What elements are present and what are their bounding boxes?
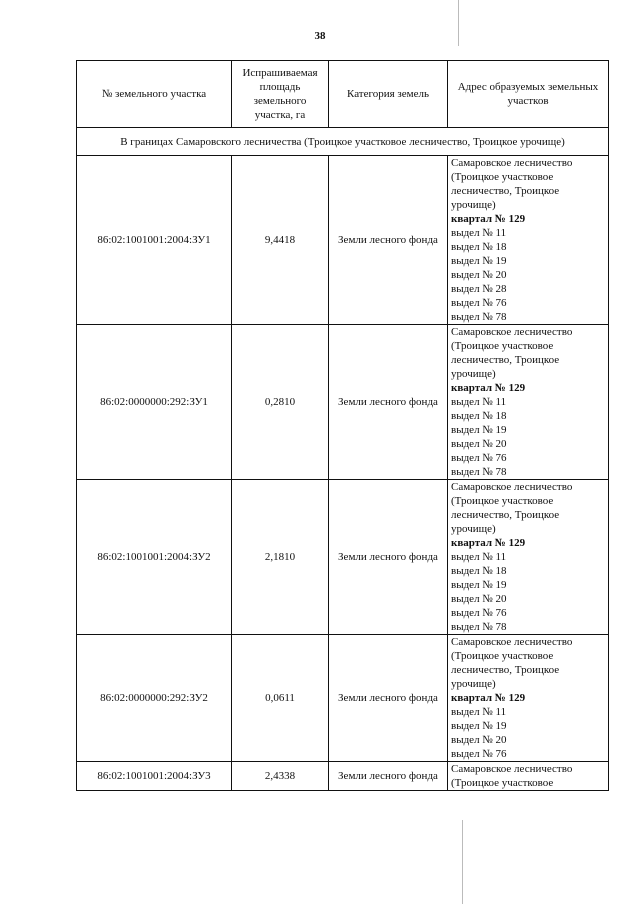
category-cell: Земли лесного фонда <box>329 762 448 791</box>
category-cell: Земли лесного фонда <box>329 635 448 762</box>
plot-line: выдел № 76 <box>451 748 507 760</box>
plot-line: выдел № 11 <box>451 551 507 563</box>
address-line: Самаровское лесничество <box>451 326 573 338</box>
parcel-no-cell: 86:02:0000000:292:ЗУ1 <box>77 325 232 480</box>
address-cell <box>448 480 609 635</box>
table-row <box>77 635 609 762</box>
area-cell: 9,4418 <box>232 156 329 325</box>
plot-line: выдел № 19 <box>451 720 507 732</box>
address-line: урочище) <box>451 368 496 380</box>
area-cell: 2,4338 <box>232 762 329 791</box>
plot-line: выдел № 18 <box>451 565 507 577</box>
section-title: В границах Самаровского лесничества (Троицкое участковое лесничество, Троицкое урочище) <box>77 128 609 156</box>
plot-line: выдел № 78 <box>451 621 507 633</box>
address-line: Самаровское лесничество <box>451 157 573 169</box>
area-cell: 2,1810 <box>232 480 329 635</box>
address-line: лесничество, Троицкое <box>451 354 560 366</box>
address-line: урочище) <box>451 199 496 211</box>
plot-line: выдел № 18 <box>451 410 507 422</box>
plot-line: выдел № 20 <box>451 593 507 605</box>
plot-line: выдел № 11 <box>451 227 507 239</box>
section-row <box>77 128 609 156</box>
table-row <box>77 762 609 791</box>
quarter-line: квартал № 129 <box>451 213 526 225</box>
category-cell: Земли лесного фонда <box>329 480 448 635</box>
plot-line: выдел № 76 <box>451 607 507 619</box>
table-row <box>77 156 609 325</box>
plot-line: выдел № 18 <box>451 241 507 253</box>
plot-line: выдел № 20 <box>451 734 507 746</box>
address-line: Самаровское лесничество <box>451 763 573 775</box>
address-line: Самаровское лесничество <box>451 636 573 648</box>
parcel-no-cell: 86:02:1001001:2004:ЗУ2 <box>77 480 232 635</box>
table-row <box>77 480 609 635</box>
address-line: Самаровское лесничество <box>451 481 573 493</box>
quarter-line: квартал № 129 <box>451 537 526 549</box>
table-header-row <box>77 61 609 128</box>
address-line: (Троицкое участковое <box>451 340 554 352</box>
page-number: 38 <box>314 30 326 42</box>
plot-line: выдел № 19 <box>451 579 507 591</box>
quarter-line: квартал № 129 <box>451 382 526 394</box>
plot-line: выдел № 11 <box>451 396 507 408</box>
plot-line: выдел № 20 <box>451 438 507 450</box>
scan-artifact <box>458 0 459 46</box>
land-parcels-table <box>76 60 609 791</box>
header-category: Категория земель <box>329 61 448 128</box>
plot-line: выдел № 78 <box>451 466 507 478</box>
plot-line: выдел № 20 <box>451 269 507 281</box>
address-line: (Троицкое участковое <box>451 777 554 789</box>
plot-line: выдел № 19 <box>451 424 507 436</box>
address-cell <box>448 762 609 791</box>
address-line: лесничество, Троицкое <box>451 185 560 197</box>
plot-line: выдел № 19 <box>451 255 507 267</box>
address-cell <box>448 635 609 762</box>
address-line: (Троицкое участковое <box>451 650 554 662</box>
address-line: лесничество, Троицкое <box>451 509 560 521</box>
header-parcel-no: № земельного участка <box>77 61 232 128</box>
address-line: урочище) <box>451 678 496 690</box>
address-line: урочище) <box>451 523 496 535</box>
scan-artifact <box>462 820 463 904</box>
parcel-no-cell: 86:02:1001001:2004:ЗУ3 <box>77 762 232 791</box>
address-cell <box>448 325 609 480</box>
address-line: (Троицкое участковое <box>451 495 554 507</box>
plot-line: выдел № 78 <box>451 311 507 323</box>
parcel-no-cell: 86:02:0000000:292:ЗУ2 <box>77 635 232 762</box>
address-line: лесничество, Троицкое <box>451 664 560 676</box>
plot-line: выдел № 76 <box>451 452 507 464</box>
plot-line: выдел № 11 <box>451 706 507 718</box>
address-cell <box>448 156 609 325</box>
header-area: Испрашиваемая площадь земельного участка, га <box>232 61 329 128</box>
plot-line: выдел № 76 <box>451 297 507 309</box>
plot-line: выдел № 28 <box>451 283 507 295</box>
header-address: Адрес образуемых земельных участков <box>448 61 609 128</box>
category-cell: Земли лесного фонда <box>329 156 448 325</box>
category-cell: Земли лесного фонда <box>329 325 448 480</box>
area-cell: 0,0611 <box>232 635 329 762</box>
address-line: (Троицкое участковое <box>451 171 554 183</box>
table-row <box>77 325 609 480</box>
quarter-line: квартал № 129 <box>451 692 526 704</box>
area-cell: 0,2810 <box>232 325 329 480</box>
parcel-no-cell: 86:02:1001001:2004:ЗУ1 <box>77 156 232 325</box>
